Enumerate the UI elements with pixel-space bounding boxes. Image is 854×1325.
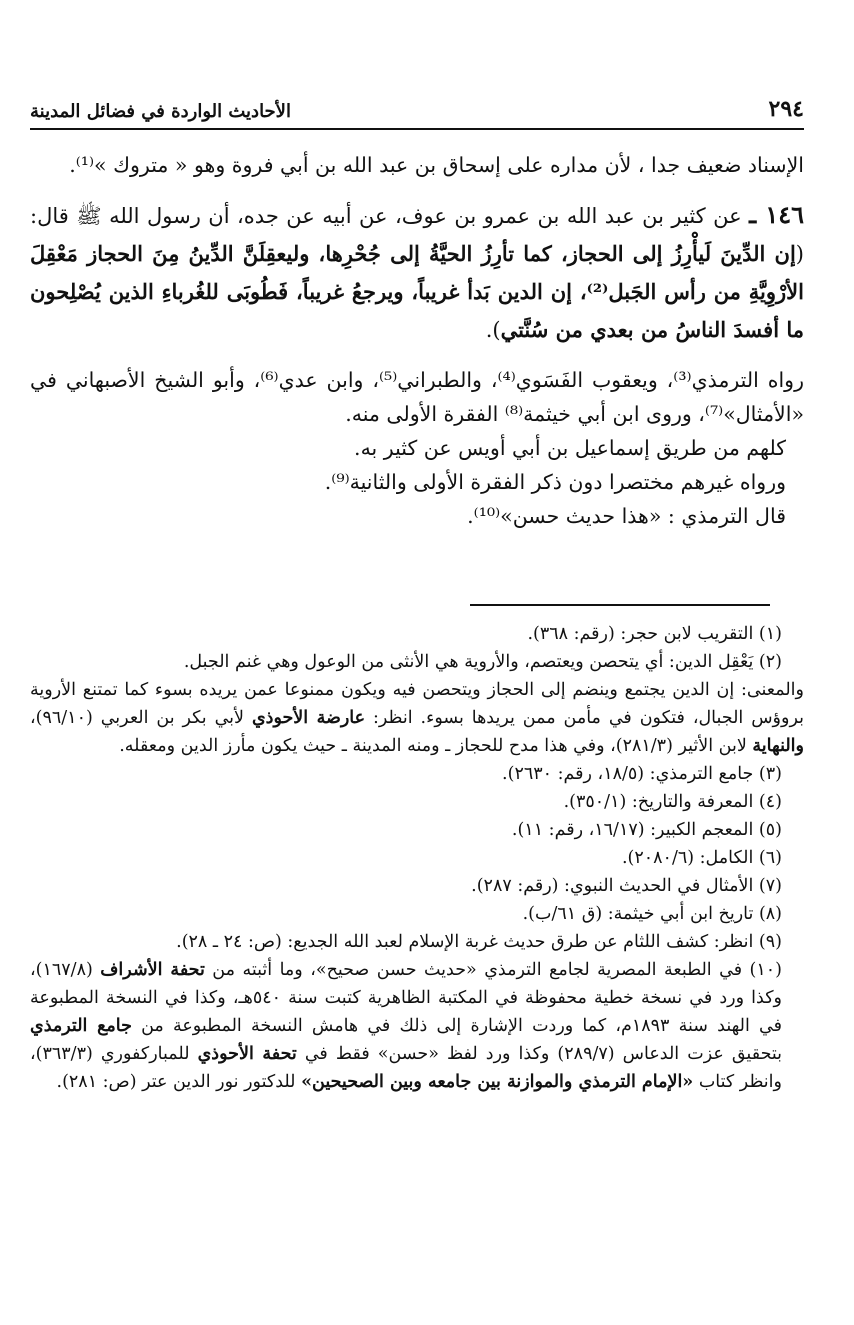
hadith-intro: عن كثير بن عبد الله بن عمرو بن عوف، عن أبيه عن جده، أن رسول الله ﷺ قال: ( [30,204,804,266]
footnote-8: (٨) تاريخ ابن أبي خيثمة: (ق ٦١/ب). [522,904,782,924]
hadith-matn: إن الدِّينَ لَيأْرِزُ إلى الحجاز، كما تأرِزُ الحيَّةُ إلى جُحْرِها، وليعقِلَنَّ الدِّينُ مِنَ الحجاز مَعْقِلَ الأرْوِيَّةِ من رأس الجَبل⁽²⁾، إن الدين بَدأ غريباً، ويرجعُ غريباً، فَطُوبَى للغُرباءِ الذين يُصْلِحون ما أفسدَ الناسُ من بعدي من سُنَّتي [30,241,804,342]
paragraph-takhrij: رواه الترمذي⁽³⁾، ويعقوب الفَسَوي⁽⁴⁾، والطبراني⁽⁵⁾، وابن عدي⁽⁶⁾، وأبو الشيخ الأصبهاني في «الأمثال»⁽⁷⁾، وروى ابن أبي خيثمة⁽⁸⁾ الفقرة الأولى منه. [30,368,804,426]
footnote-7: (٧) الأمثال في الحديث النبوي: (رقم: ٢٨٧). [471,876,782,896]
footnotes [30,620,804,1096]
main-text [30,148,804,533]
hadith-number: ١٤٦ ـ [749,200,804,229]
footnote-5: (٥) المعجم الكبير: (١٦/١٧، رقم: ١١). [511,820,782,840]
footnote-3: (٣) جامع الترمذي: (١٨/٥، رقم: ٢٦٣٠). [502,764,782,784]
page-number: ٢٩٤ [768,96,804,122]
paragraph-mukhtasar: ورواه غيرهم مختصرا دون ذكر الفقرة الأولى والثانية⁽⁹⁾. [324,470,786,494]
footnote-divider [470,604,770,606]
footnote-10: (١٠) في الطبعة المصرية لجامع الترمذي «حديث حسن صحيح»، وما أثبته من تحفة الأشراف (١٦٧/٨)، وكذا ورد في نسخة خطية محفوظة في المكتبة الظاهرية كتبت سنة ٥٤٠هـ، وكذا في النسخة المطبوعة في الهند سنة ١٨٩٣م، كما وردت الإشارة إلى ذلك في هامش النسخة المطبوعة من جامع الترمذي بتحقيق عزت الدعاس (٢٨٩/٧) وكذا ورد لفظ «حسن» فقط في تحفة الأحوذي للمباركفوري (٣٦٣/٣)، وانظر كتاب «الإمام الترمذي والموازنة بين جامعه وبين الصحيحين» للدكتور نور الدين عتر (ص: ٢٨١). [30,960,783,1092]
hadith-close: ). [485,318,501,342]
footnote-4: (٤) المعرفة والتاريخ: (٣٥٠/١). [563,792,782,812]
footnote-1: (١) التقريب لابن حجر: (رقم: ٣٦٨). [527,624,782,644]
running-title: الأحاديث الواردة في فضائل المدينة [30,101,291,122]
page-header [30,84,804,130]
footnote-9: (٩) انظر: كشف اللثام عن طرق حديث غربة الإسلام لعبد الله الجديع: (ص: ٢٤ ـ ٢٨). [176,932,782,952]
footnote-2-continued: والمعنى: إن الدين يجتمع وينضم إلى الحجاز ويتحصن فيه ويكون ممنوعا عمن يريده بسوء كما تمتنع الأروية بروؤس الجبال، فتكون في مأمن ممن يريدها بسوء. انظر: عارضة الأحوذي لأبي بكر بن العربي (٩٦/١٠)، والنهاية لابن الأثير (٢٨١/٣)، وفي هذا مدح للحجاز ـ ومنه المدينة ـ حيث يكون مأرز الدين ومعقله. [30,680,804,756]
paragraph-isnad-note: الإسناد ضعيف جدا ، لأن مداره على إسحاق بن عبد الله بن أبي فروة وهو « متروك »⁽¹⁾. [69,153,804,177]
paragraph-turuq: كلهم من طريق إسماعيل بن أبي أويس عن كثير به. [354,436,786,460]
footnote-6: (٦) الكامل: (٢٠٨٠/٦). [621,848,782,868]
paragraph-tirmidhi-hukm: قال الترمذي : «هذا حديث حسن»⁽¹⁰⁾. [467,504,786,528]
footnote-2: (٢) يَعْقِل الدين: أي يتحصن ويعتصم، والأروية هي الأنثى من الوعول وهي غنم الجبل. [183,652,782,672]
hadith-paragraph [30,196,804,349]
